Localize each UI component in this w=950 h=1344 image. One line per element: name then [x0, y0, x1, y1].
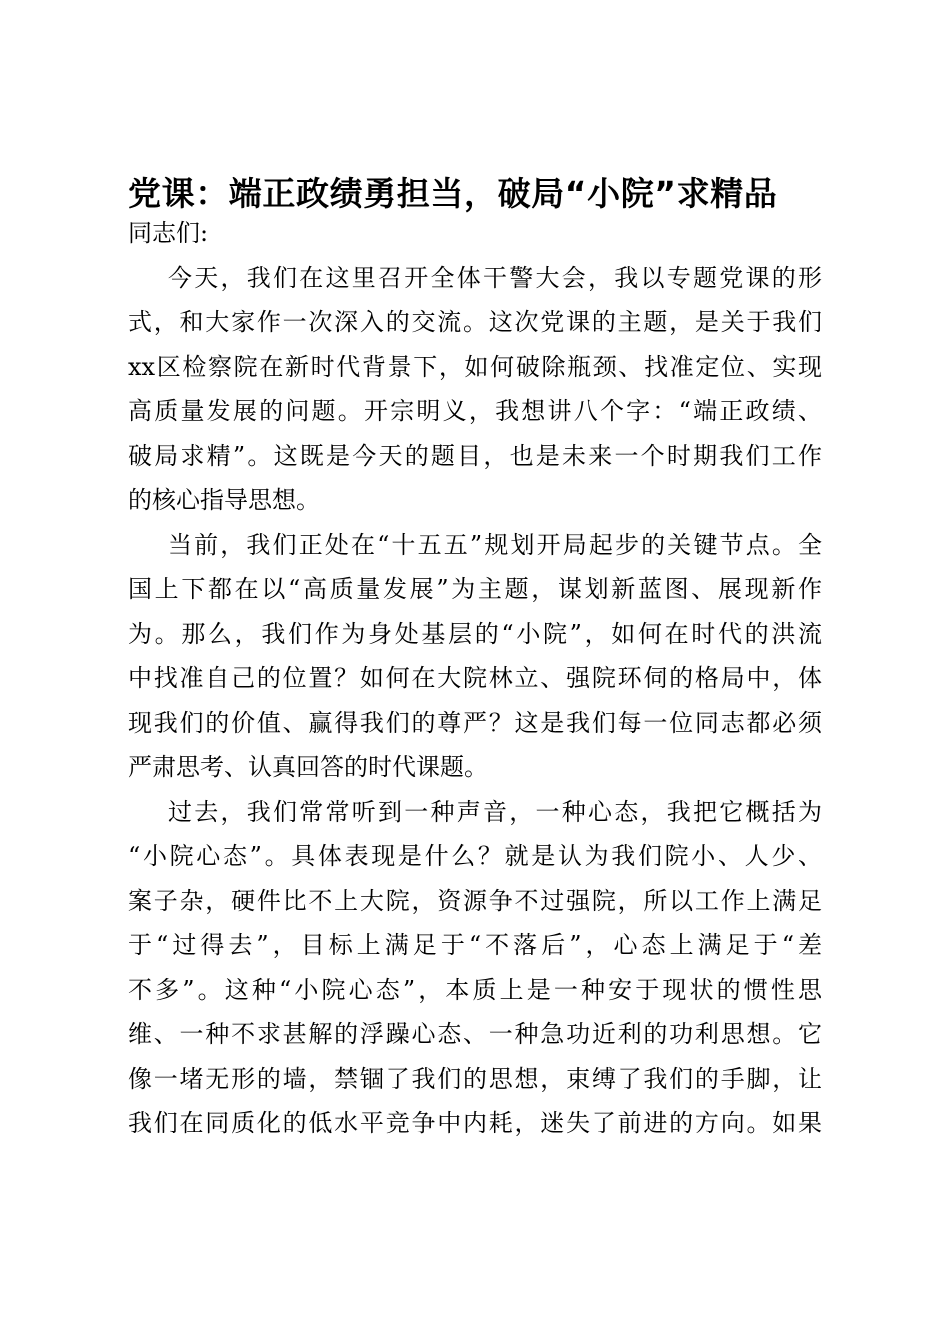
text-line: 国上下都在以“高质量发展”为主题，谋划新蓝图、展现新作: [128, 575, 822, 603]
text-line: 高质量发展的问题。开宗明义，我想讲八个字：“端正政绩、: [128, 397, 822, 425]
text-line: 中找准自己的位置？如何在大院林立、强院环伺的格局中，体: [128, 664, 822, 692]
text-line: 当前，我们正处在“十五五”规划开局起步的关键节点。全: [168, 530, 822, 559]
document-title: 党课：端正政绩勇担当，破局“小院”求精品: [128, 174, 778, 213]
text-line: 像一堵无形的墙，禁锢了我们的思想，束缚了我们的手脚，让: [128, 1064, 822, 1093]
text-line: 不多”。这种“小院心态”，本质上是一种安于现状的惯性思: [128, 975, 822, 1004]
text-line: 破局求精”。这既是今天的题目，也是未来一个时期我们工作: [128, 441, 822, 470]
text-line: “小院心态”。具体表现是什么？就是认为我们院小、人少、: [128, 842, 822, 870]
document-body: [128, 211, 822, 1146]
text-line: 为。那么，我们作为身处基层的“小院”，如何在时代的洪流: [128, 619, 822, 648]
salutation: 同志们:: [128, 219, 209, 247]
text-line: xx区检察院在新时代背景下，如何破除瓶颈、找准定位、实现: [128, 352, 822, 381]
text-line: 现我们的价值、赢得我们的尊严？这是我们每一位同志都必须: [128, 708, 822, 737]
text-line: 于“过得去”，目标上满足于“不落后”，心态上满足于“差: [128, 931, 822, 959]
text-line: 严肃思考、认真回答的时代课题。: [128, 753, 488, 781]
text-line: 案子杂，硬件比不上大院，资源争不过强院，所以工作上满足: [128, 886, 822, 915]
paragraph-3: [128, 790, 822, 1146]
text-line: 过去，我们常常听到一种声音，一种心态，我把它概括为: [168, 797, 822, 826]
text-line: 式，和大家作一次深入的交流。这次党课的主题，是关于我们: [128, 308, 822, 336]
paragraph-2: [128, 523, 822, 790]
text-line: 我们在同质化的低水平竞争中内耗，迷失了前进的方向。如果: [128, 1109, 822, 1137]
text-line: 的核心指导思想。: [128, 486, 320, 514]
text-line: 今天，我们在这里召开全体干警大会，我以专题党课的形: [168, 263, 822, 292]
text-line: 维、一种不求甚解的浮躁心态、一种急功近利的功利思想。它: [128, 1020, 822, 1048]
paragraph-1: [128, 256, 822, 523]
